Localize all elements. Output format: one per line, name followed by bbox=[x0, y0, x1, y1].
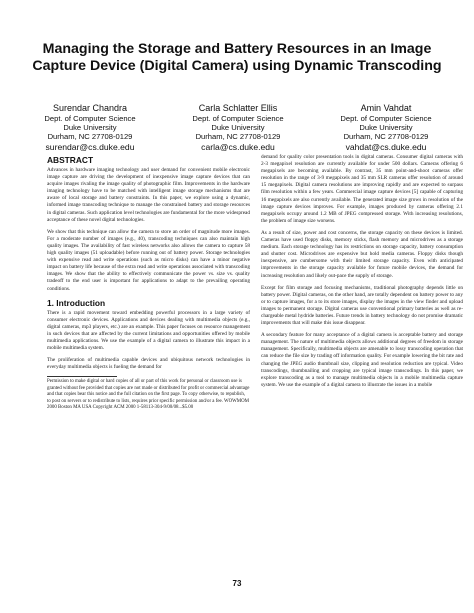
author-city: Durham, NC 27708-0129 bbox=[343, 132, 429, 142]
paper-title: Managing the Storage and Battery Resources in an Image Capture Device (Digital Camera) using Dynamic Transcoding bbox=[32, 41, 442, 74]
author-name: Carla Schlatter Ellis bbox=[198, 103, 278, 113]
copyright-footnote: Permission to make digital or hard copies of all or part of this work for personal or classroom use is granted without fee provided that copies are not made or distributed for profit or commercial advantage and that copies bear this notice and the full citation on the first page. To copy otherwise, to republish, to post on servers or to redistribute to lists, requires prior specific permission and/or a fee. WOWMOM 2000 Boston MA USA Copyright ACM 2000 1-58113-304-9/00/08...$5.00 bbox=[47, 379, 250, 411]
right-paragraph-2: As a result of size, power and cost concerns, the storage capacity on these devices is limited. Cameras have used floppy disks, memory sticks, flash memory and microdrives as a storage medium. Each storage technology has its restrictions on storage capacity, battery consumption and shutter cost. Microdrives are expensive but hold media cameras. Floppy disks though inexpensive, are cumbersome with their limited storage capacity. Even with anticipated improvements in the storage capacity available for future mobile devices, the demand for increasing resolution and likely out-pace the supply of storage. bbox=[261, 229, 463, 279]
author-2 bbox=[168, 103, 308, 152]
author-email: surendar@cs.duke.edu bbox=[45, 141, 135, 152]
author-3 bbox=[316, 103, 456, 152]
page-number: 73 bbox=[232, 579, 242, 588]
right-column bbox=[261, 154, 463, 394]
author-1 bbox=[20, 103, 160, 152]
intro-paragraph-1: There is a rapid movement toward embedding powerful processors in a large variety of consumer electronic devices. Applications and devices dealing with multimedia objects (e.g., digital cameras, mp3 players, etc.) are an example. This paper focuses on resource management in such devices that are affected by the current limitations and opportunities offered by mobile multimedia applications. We use the example of a digital camera to illustrate this impact in a mobile multimedia system. bbox=[47, 309, 250, 352]
left-column bbox=[47, 155, 250, 412]
footnote-divider bbox=[47, 376, 117, 377]
author-name: Amin Vahdat bbox=[360, 103, 412, 113]
right-paragraph-4: A secondary feature for many acceptance of a digital camera is acceptable battery and storage management. The nature of multimedia objects allows additional degrees of freedom in storage management. Specifically, multimedia objects are amenable to lossy transcoding operation that can reduce the file size by trading off information quality. For example lowering the bit rate and changing the JPEG audio thumbnail size, clipping and resolution reduction are typical. Video transcodings, thumbnailing and cropping are typical image transcodings. In this paper, we explore transcoding as a tool to manage multimedia objects in a mobile multimedia capture system. We use the example of a digital camera to illustrate the issues in a mobile bbox=[261, 332, 463, 388]
author-city: Durham, NC 27708-0129 bbox=[47, 132, 133, 142]
author-dept: Dept. of Computer Science bbox=[192, 114, 284, 123]
right-paragraph-3: Except for film storage and focusing mechanisms, traditional photography depends little on battery power. Digital cameras, on the other hand, are totally dependent on battery power to any or to capture images, for a to its store images, display the images in the view finder and upload images to permanent storage. Digital cameras use conventional primary batteries as well as re-chargeable metal hydride batteries. Future trends in battery technology do not promise dramatic improvements that will make this issue disappear. bbox=[261, 284, 463, 327]
abstract-paragraph-2: We show that this technique can allow the camera to store an order of magnitude more images. For a moderate number of images (e.g., 40), transcoding techniques can also maintain high quality images. The availability of fast wireless networks also allows the camera to capture 58 high quality images (51 uploadable) before running out of battery power. Storage technologies with expensive read and write operations (such as micro disks) can have a minor negative impact on battery life because of the extra read and write operations associated with transcoding images. We show that the ability to effectively communicate the power vs. size vs. quality tradeoff to the end user is important for applications to adapt to the prevailing operating conditions. bbox=[47, 228, 250, 292]
author-university: Duke University bbox=[359, 123, 413, 133]
author-block bbox=[20, 103, 456, 152]
abstract-heading: ABSTRACT bbox=[47, 155, 94, 165]
author-email: vahdat@cs.duke.edu bbox=[345, 141, 427, 152]
author-email: carla@cs.duke.edu bbox=[201, 141, 275, 152]
author-dept: Dept. of Computer Science bbox=[340, 114, 432, 123]
abstract-paragraph-1: Advances in hardware imaging technology and user demand for convenient mobile electronic image capture are driving the development of inexpensive image capture devices that can acquire images rivaling the image quality of photographic film. Improvements in the hardware imaging technology have to be matched with intelligent image storage mechanisms that are aware of local storage and battery constraints. In this paper, we explore using a dynamic, informed image transcoding technique to manage the constrained battery and storage resources in digital cameras. Such application level technologies are fundamental for the more widespread acceptance of these novel digital technologies. bbox=[47, 167, 250, 223]
right-paragraph-1: demand for quality color presentation tools in digital cameras. Consumer digital cameras with 2-3 megapixel resolution are currently available for under 500 dollars. Cameras offering 6 megapixels are becoming available. By contrast, 35 mm point-and-shoot cameras offer resolution in the range of 3-9 megapixels and 35 mm SLR cameras offer resolution of around 15 megapixels. Digital camera resolutions are improving rapidly and are expected to surpass film resolution within a few years. Commercial image capture devices [5] capable of capturing 16 megapixels are also currently available. The generated image size grows in resolution of the image capture devices improves. For example, images produced by cameras offering 2.1 megapixels occupy around 1.2 MB of JPEG compressed storage. With increasing resolutions, the problem of image size worsens. bbox=[261, 154, 463, 224]
author-name: Surendar Chandra bbox=[52, 103, 128, 113]
intro-paragraph-2: The proliferation of multimedia capable devices and ubiquitous network technologies in everyday multimedia objects is fueling the demand for bbox=[47, 357, 250, 371]
author-university: Duke University bbox=[63, 123, 117, 133]
author-city: Durham, NC 27708-0129 bbox=[195, 132, 281, 142]
author-dept: Dept. of Computer Science bbox=[44, 114, 136, 123]
author-university: Duke University bbox=[211, 123, 265, 133]
introduction-heading: 1. Introduction bbox=[47, 297, 106, 308]
